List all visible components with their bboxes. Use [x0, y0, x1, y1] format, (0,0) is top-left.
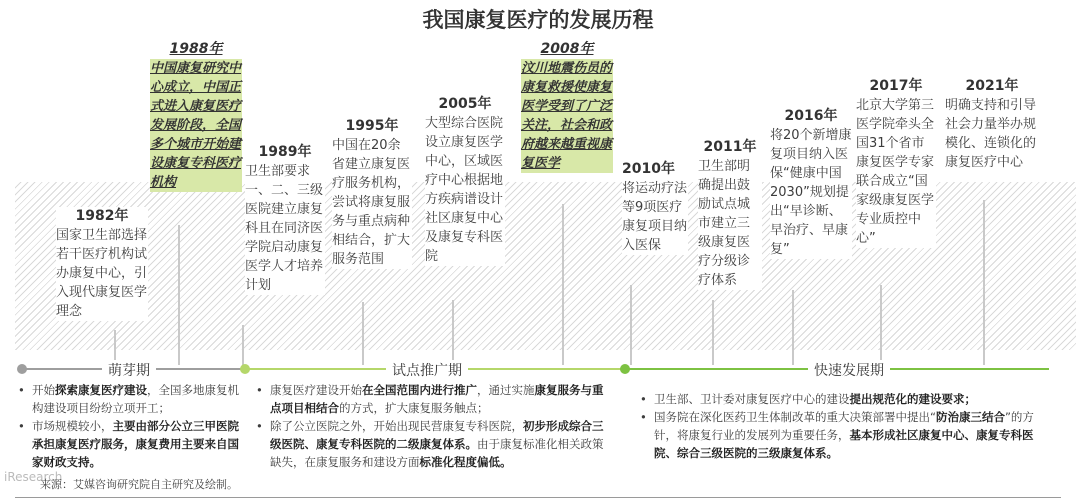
phase3-bullet-2 [640, 408, 1050, 462]
event-1995 [332, 117, 412, 269]
event-text: 明确支持和引导社会力量举办规模化、连锁化的康复医疗中心 [945, 98, 1037, 170]
event-text: 国家卫生部选择若干医疗机构试办康复中心，引入现代康复医学理念 [56, 228, 148, 319]
event-text: 将运动疗法等9项医疗康复项目纳入医保 [622, 181, 688, 253]
phase3-bullet-1 [640, 390, 1050, 408]
connector-2010 [630, 285, 632, 365]
chart-title: 我国康复医疗的发展历程 [422, 8, 654, 32]
text-run: 市场规模较小， [32, 419, 113, 433]
phase-dot-2 [240, 364, 250, 374]
text-run: 的方式，扩大康复服务触点； [339, 401, 489, 415]
bold-run: 探索康复医疗建设 [55, 383, 147, 397]
event-2016 [770, 107, 852, 259]
event-year: 2021年 [965, 78, 1019, 94]
event-text: 中国康复研究中心成立，中国正式进入康复医疗发展阶段，全国多个城市开始建设康复专科医疗机构 [150, 61, 242, 190]
event-year: 1995年 [345, 118, 399, 134]
event-2010 [622, 160, 688, 255]
event-text: 大型综合医院设立康复医学中心，区域医疗中心根据地方疾病谱设计社区康复中心及康复专科医院 [425, 116, 504, 264]
text-run: 由于康复标准化相关政策缺失，在康复服务和建设方面 [270, 437, 604, 469]
text-run: ，通过实施 [477, 383, 535, 397]
text-run: 国务院在深化医药卫生体制改革的重大决策部署中提出“ [654, 410, 936, 424]
event-year: 1989年 [258, 144, 312, 160]
bold-run: 标准化程度偏低。 [419, 455, 512, 469]
connector-1989 [242, 325, 244, 365]
phase2-bullet-2 [256, 417, 614, 471]
event-text: 中国在20余省建立康复医疗服务机构，尝试将康复服务与重点病种相结合，扩大服务范围 [332, 138, 411, 267]
phase3-description [640, 390, 1050, 462]
event-1988 [150, 40, 242, 192]
connector-2021 [983, 200, 985, 365]
text-run: ”的方针，将康复行业的发展列为重要任务， [654, 410, 1034, 442]
event-2008 [521, 40, 613, 173]
phase-dot-3 [620, 364, 630, 374]
bold-run: 康复服务与重点项目相结合 [270, 383, 604, 415]
event-year: 2005年 [438, 96, 492, 112]
event-year: 2017年 [869, 78, 923, 94]
bottom-rule [15, 497, 1061, 498]
source-note: 来源：艾媒咨询研究院自主研究及绘制。 [40, 478, 238, 491]
bold-run: 初步形成综合三级医院、康复专科医院的二级康复体系。 [270, 419, 604, 451]
connector-1995 [362, 302, 364, 365]
bold-run: 提出规范化的建设要求； [849, 392, 976, 406]
phase-label-3: 快速发展期 [808, 360, 890, 380]
connector-2016 [792, 290, 794, 365]
bold-run: 三结合 [970, 410, 1005, 424]
phase2-bullet-1 [256, 381, 614, 417]
event-text: 卫生部明确提出鼓励试点城市建立三级康复医疗分级诊疗体系 [698, 159, 751, 288]
bold-run: 防治康 [935, 410, 971, 424]
event-year: 2008年 [540, 41, 594, 57]
text-run: 康复医疗建设开始 [270, 383, 362, 397]
text-run: 开始 [32, 383, 55, 397]
event-2017 [856, 77, 936, 248]
phase-label-1: 萌芽期 [102, 360, 156, 380]
event-2021 [945, 77, 1039, 172]
connector-2017 [880, 285, 882, 365]
connector-2008 [562, 204, 564, 365]
event-text: 将20个新增康复项目纳入医保“健康中国2030”规划提出“早诊断、早治疗、早康复” [770, 128, 852, 257]
event-text: 卫生部要求一、二、三级医院建立康复科且在同济医学院启动康复医学人才培养计划 [245, 164, 324, 293]
event-year: 1988年 [169, 41, 223, 57]
text-run: 卫生部、卫计委对康复医疗中心的建设 [654, 392, 850, 406]
event-year: 2010年 [622, 161, 675, 177]
watermark-logo: iResearch [4, 470, 63, 484]
phase2-description [256, 381, 614, 471]
connector-2005 [452, 300, 454, 365]
bold-run: 主要由部分公立三甲医院承担康复医疗服务，康复费用主要来自国家财政支持。 [32, 419, 239, 469]
event-2011 [698, 138, 762, 290]
phase-label-2: 试点推广期 [386, 360, 468, 380]
phase1-description [18, 381, 242, 471]
event-year: 1982年 [75, 208, 129, 224]
bold-run: 在全国范围内进行推广 [362, 383, 477, 397]
event-1989 [245, 143, 325, 295]
event-1982 [56, 207, 148, 321]
text-run: 除了公立医院之外，开始出现民营康复专科医院， [270, 419, 523, 433]
event-text: 北京大学第三医学院牵头全国31个省市康复医学专家联合成立“国家级康复医学专业质控中心” [856, 98, 935, 246]
event-year: 2011年 [703, 139, 757, 155]
text-run: ，全国多地康复机构建设项目纷纷立项开工； [32, 383, 239, 415]
event-2005 [425, 95, 505, 266]
connector-1988 [178, 225, 180, 365]
connector-2011 [712, 300, 714, 365]
phase1-bullet-2 [18, 417, 242, 471]
event-year: 2016年 [784, 108, 838, 124]
phase-dot-1 [17, 364, 27, 374]
phase1-bullet-1 [18, 381, 242, 417]
bold-run: 基本形成社区康复中心、康复专科医院、综合三级医院的三级康复体系。 [654, 428, 1034, 460]
event-text: 汶川地震伤员的康复救援使康复医学受到了广泛关注，社会和政府越来越重视康复医学 [521, 61, 613, 171]
